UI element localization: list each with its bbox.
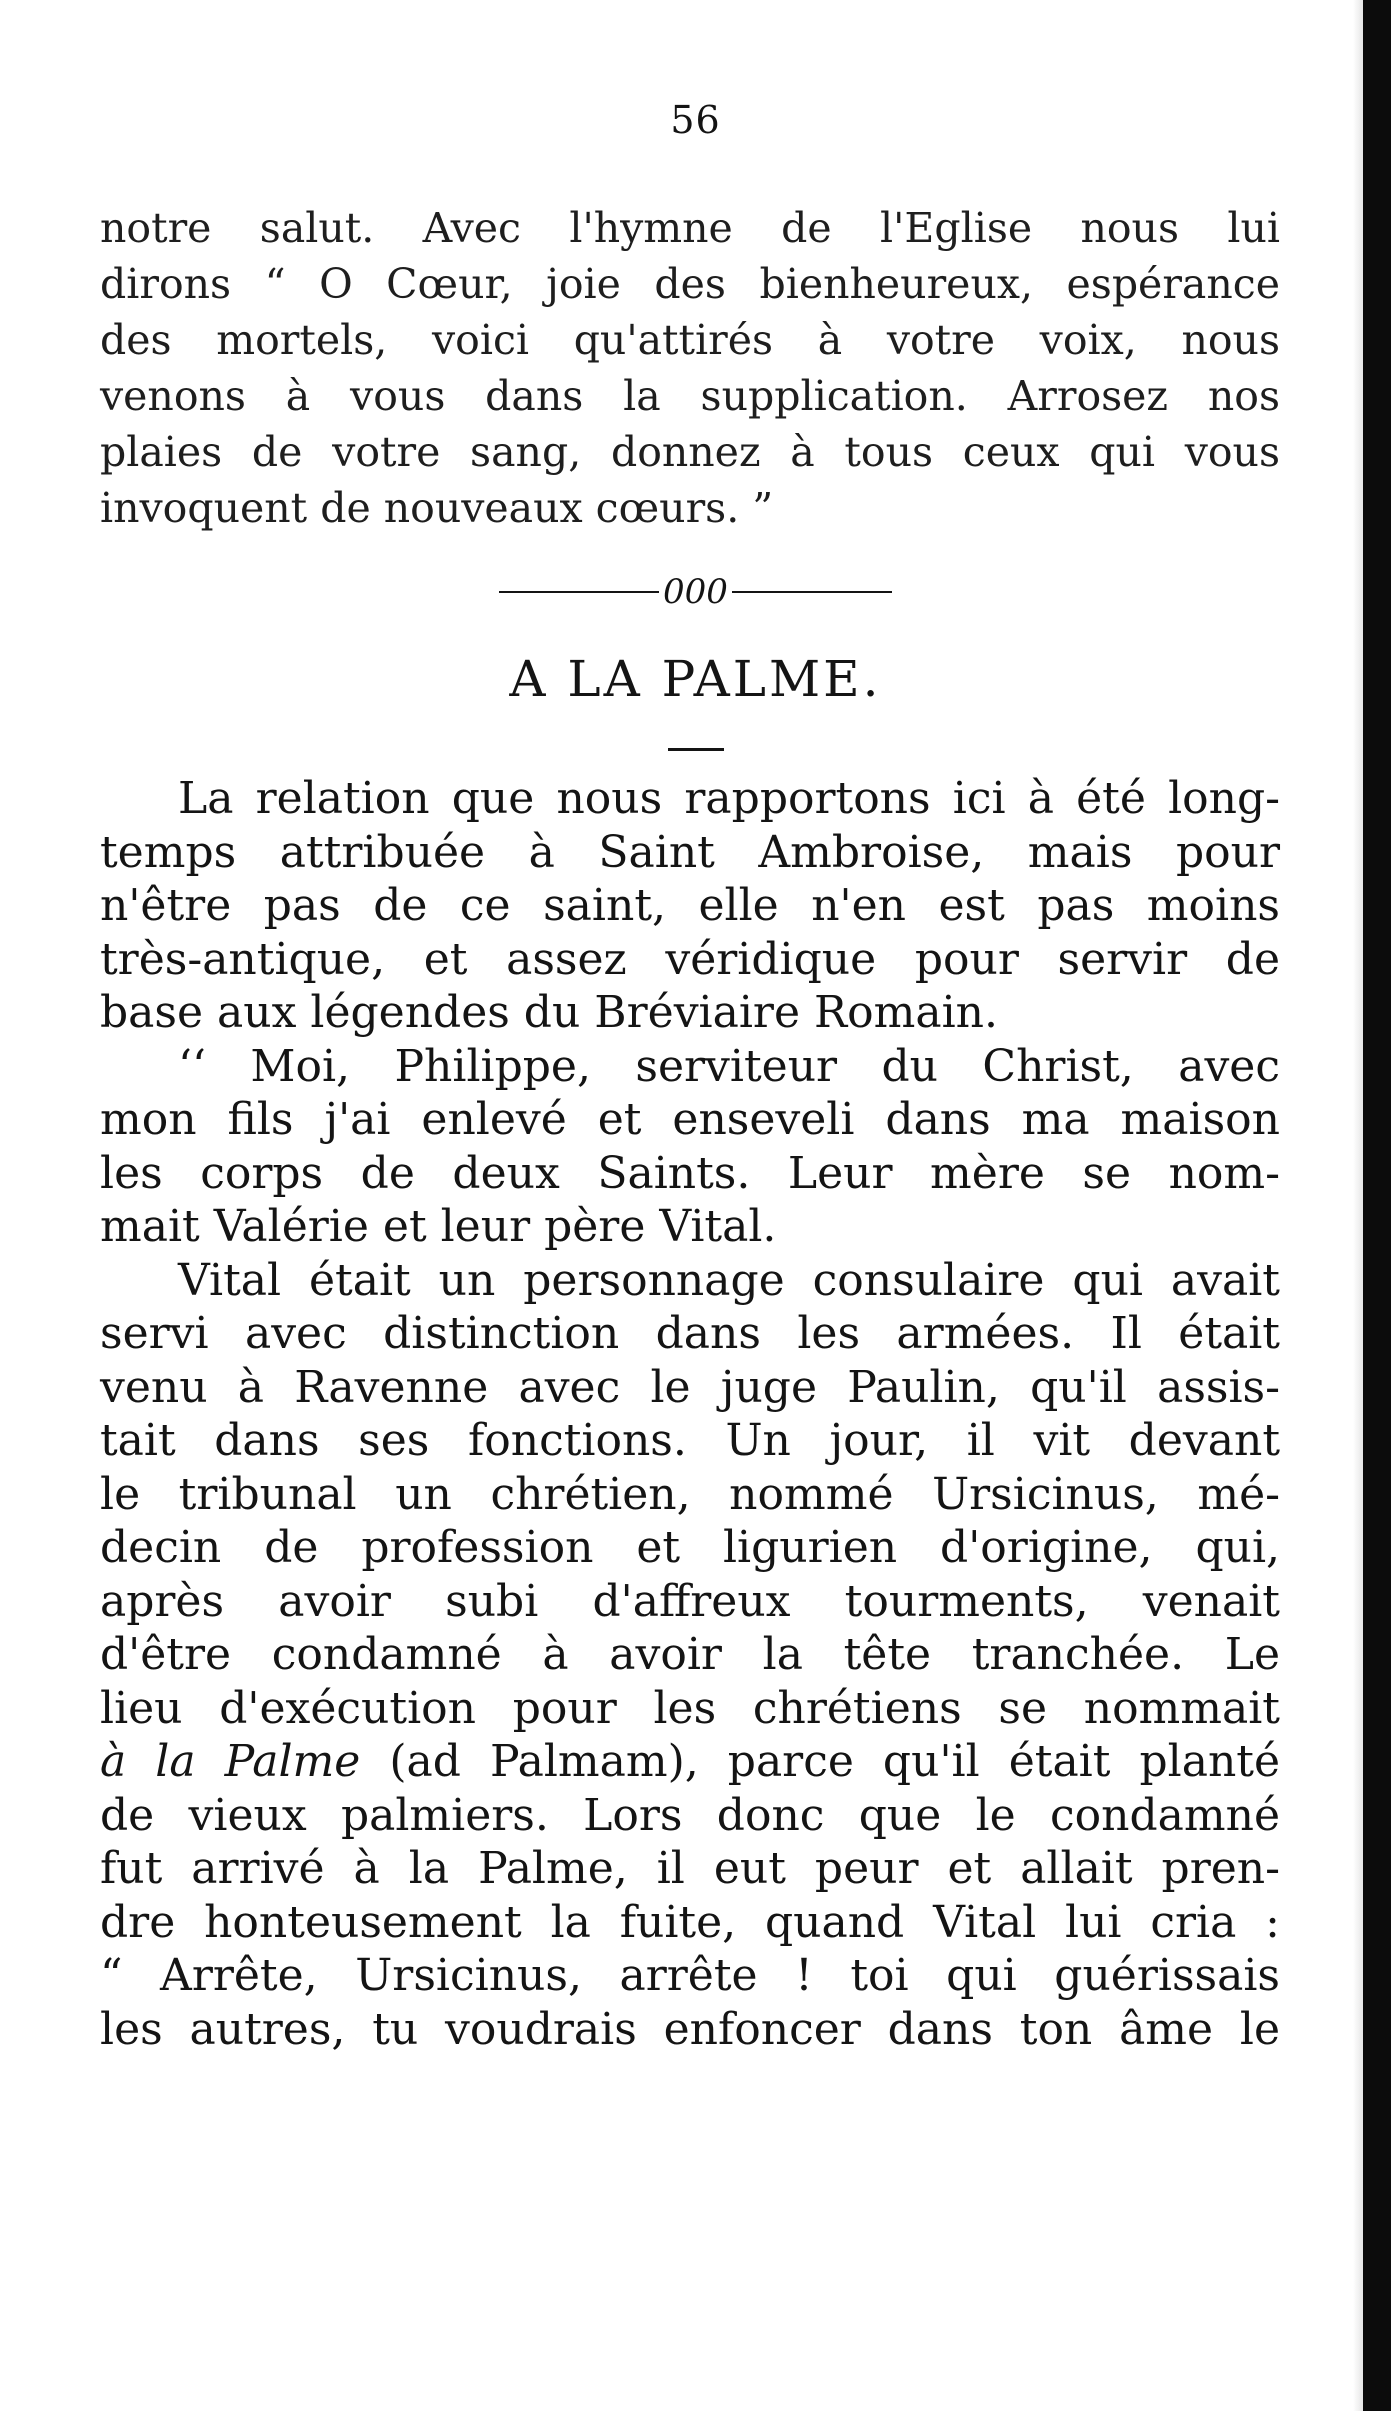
book-spine-edge bbox=[1363, 0, 1391, 2411]
text-line: base aux légendes du Bréviaire Romain. bbox=[100, 987, 998, 1038]
text-line: n'être pas de ce saint, elle n'en est pas moins bbox=[100, 880, 1280, 931]
text-line: le tribunal un chrétien, nommé Ursicinus, mé- bbox=[100, 1468, 1280, 1520]
text-line: après avoir subi d'affreux tourments, venait bbox=[100, 1575, 1280, 1627]
text-line: mon fils j'ai enlevé et enseveli dans ma maison bbox=[100, 1094, 1280, 1145]
text-line: invoquent de nouveaux cœurs. ” bbox=[100, 484, 774, 532]
text-line: mait Valérie et leur père Vital. bbox=[100, 1201, 777, 1252]
text-line: decin de profession et ligurien d'origine, qui, bbox=[100, 1522, 1280, 1573]
text-line: venons à vous dans la supplication. Arrosez nos bbox=[100, 372, 1280, 420]
italic-place-name: à la Palme bbox=[100, 1736, 361, 1787]
text-line bbox=[100, 1735, 1280, 1789]
text-line: des mortels, voici qu'attirés à votre voix, nous bbox=[100, 316, 1280, 364]
text-line: dre honteusement la fuite, quand Vital lui cria : bbox=[100, 1896, 1280, 1948]
text-segment: (ad Palmam), parce qu'il était planté bbox=[360, 1736, 1280, 1787]
text-line: plaies de votre sang, donnez à tous ceux qui vous bbox=[100, 428, 1280, 476]
page-edge-shadow bbox=[1353, 0, 1363, 2411]
text-line: les autres, tu voudrais enfoncer dans ton âme le bbox=[100, 2003, 1280, 2055]
separator-mark: 000 bbox=[663, 572, 728, 612]
text-line: venu à Ravenne avec le juge Paulin, qu'il assis- bbox=[100, 1361, 1280, 1413]
text-line: dirons “ O Cœur, joie des bienheureux, espérance bbox=[100, 260, 1280, 308]
section-separator bbox=[0, 570, 1391, 612]
text-line: notre salut. Avec l'hymne de l'Eglise nous lui bbox=[100, 204, 1280, 252]
text-line: tait dans ses fonctions. Un jour, il vit devant bbox=[100, 1415, 1280, 1466]
text-line: Vital était un personnage consulaire qui avait bbox=[178, 1254, 1280, 1306]
text-line: d'être condamné à avoir la tête tranchée. Le bbox=[100, 1629, 1280, 1680]
intro-paragraph bbox=[100, 200, 1280, 536]
text-line: très-antique, et assez véridique pour servir de bbox=[100, 933, 1280, 985]
body-text bbox=[100, 772, 1280, 2056]
text-line: La relation que nous rapportons ici à été long- bbox=[178, 773, 1280, 824]
text-line: fut arrivé à la Palme, il eut peur et allait pren- bbox=[100, 1843, 1280, 1894]
separator-rule-right bbox=[732, 591, 892, 593]
text-line: “ Arrête, Ursicinus, arrête ! toi qui guérissais bbox=[100, 1950, 1280, 2001]
section-title: A LA PALME. bbox=[509, 650, 882, 708]
text-line: lieu d'exécution pour les chrétiens se nommait bbox=[100, 1682, 1280, 1734]
text-line: temps attribuée à Saint Ambroise, mais pour bbox=[100, 826, 1280, 878]
title-underline-rule bbox=[668, 748, 724, 751]
text-line: ‘‘ Moi, Philippe, serviteur du Christ, avec bbox=[178, 1040, 1280, 1092]
page-number: 56 bbox=[670, 98, 721, 142]
text-line: de vieux palmiers. Lors donc que le condamné bbox=[100, 1789, 1280, 1841]
separator-rule-left bbox=[499, 591, 659, 593]
text-line: les corps de deux Saints. Leur mère se nom- bbox=[100, 1147, 1280, 1199]
text-line: servi avec distinction dans les armées. Il était bbox=[100, 1308, 1280, 1359]
